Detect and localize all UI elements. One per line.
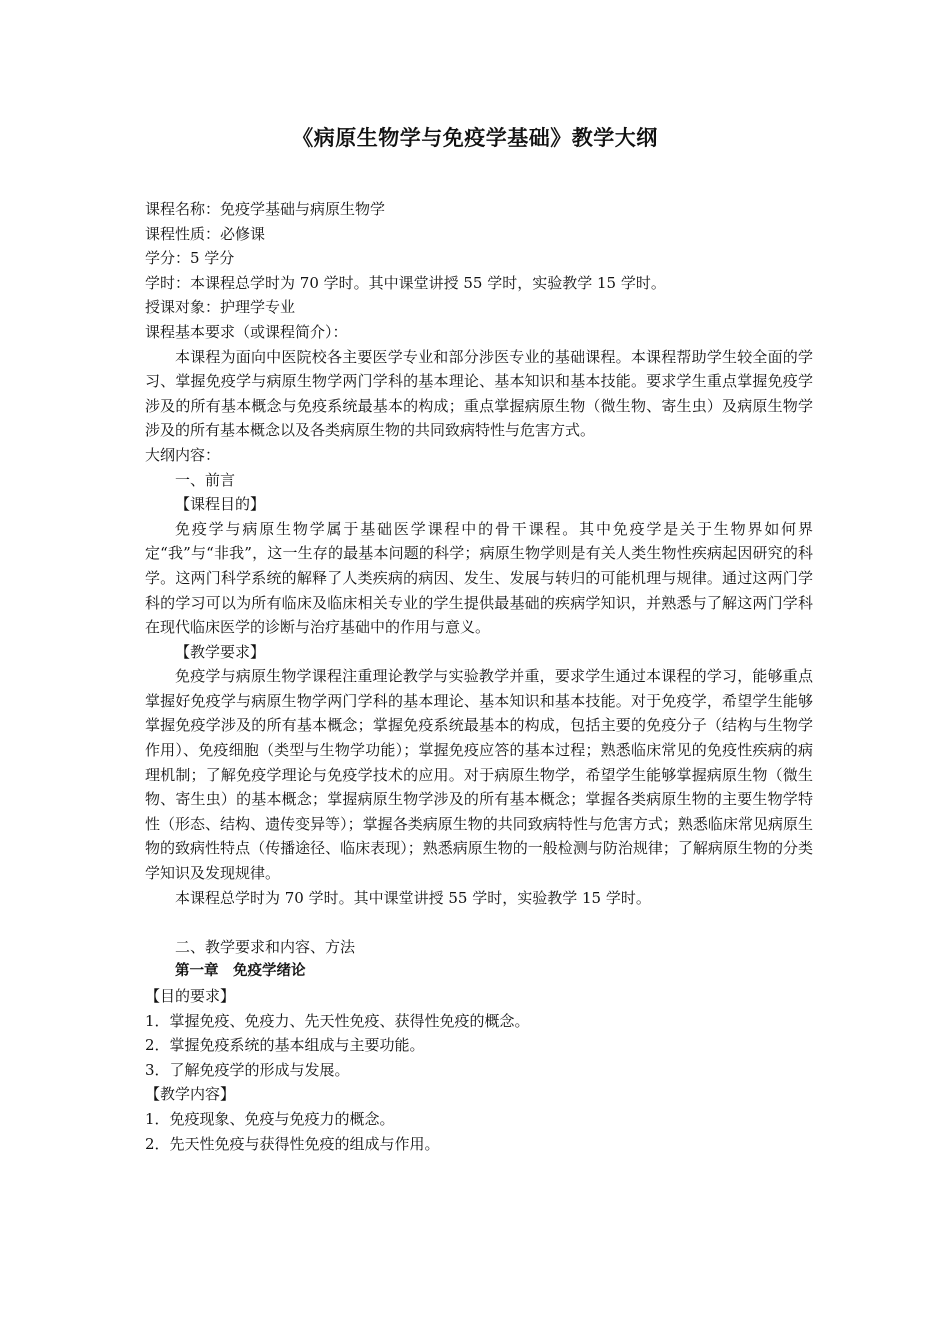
document-body <box>145 197 813 1156</box>
content-item: 2．先天性免疫与获得性免疫的组成与作用。 <box>145 1134 440 1153</box>
goal-item: 2．掌握免疫系统的基本组成与主要功能。 <box>145 1036 425 1055</box>
content-heading: 【教学内容】 <box>145 1085 236 1104</box>
course-hours: 学时：本课程总学时为 70 学时。其中课堂讲授 55 学时，实验教学 15 学时。 <box>145 273 666 292</box>
content-item: 1．免疫现象、免疫与免疫力的概念。 <box>145 1109 395 1128</box>
course-audience: 授课对象：护理学专业 <box>145 298 296 317</box>
course-name: 课程名称：免疫学基础与病原生物学 <box>145 200 386 218</box>
document-title: 《病原生物学与免疫学基础》教学大纲 <box>292 126 658 150</box>
course-type: 课程性质：必修课 <box>145 224 266 243</box>
outline-heading: 大纲内容： <box>145 445 221 464</box>
teaching-requirements-paragraph: 免疫学与病原生物学课程注重理论教学与实验教学并重，要求学生通过本课程的学习，能够重点掌握好免疫学与病原生物学两门学科的基本理论、基本知识和基本技能。对于免疫学，希望学生能够掌握免疫学涉及的所有基本概念；掌握免疫系统最基本的构成，包括主要的免疫分子（结构与生物学作用）、免疫细胞（类型与生物学功能）；掌握免疫应答的基本过程；熟悉临床常见的免疫性疾病的病理机制；了解免疫学理论与免疫学技术的应用。对于病原生物学，希望学生能够掌握病原生物（微生物、寄生虫）的基本概念；掌握病原生物学涉及的所有基本概念；掌握各类病原生物的主要生物学特性（形态、结构、遗传变异等）；掌握各类病原生物的共同致病特性与危害方式；熟悉临床常见病原生物的致病性特点（传播途径、临床表现）；熟悉病原生物的一般检测与防治规律；了解病原生物的分类学知识及发现规律。 <box>145 667 813 883</box>
course-credits: 学分：5 学分 <box>145 249 235 268</box>
goal-item: 1．掌握免疫、免疫力、先天性免疫、获得性免疫的概念。 <box>145 1011 530 1030</box>
purpose-heading: 【课程目的】 <box>175 495 266 514</box>
purpose-paragraph: 免疫学与病原生物学属于基础医学课程中的骨干课程。其中免疫学是关于生物界如何界定“我”与“非我”，这一生存的最基本问题的科学；病原生物学则是有关人类生物性疾病起因研究的科学。这两门科学系统的解释了人类疾病的病因、发生、发展与转归的可能机理与规律。通过这两门学科的学习可以为所有临床及临床相关专业的学生提供最基础的疾病学知识，并熟悉与了解这两门学科在现代临床医学的诊断与治疗基础中的作用与意义。 <box>145 519 813 637</box>
section-1-heading: 一、前言 <box>175 470 236 489</box>
teaching-requirements-heading: 【教学要求】 <box>175 642 266 661</box>
intro-paragraph: 本课程为面向中医院校各主要医学专业和部分涉医专业的基础课程。本课程帮助学生较全面的学习、掌握免疫学与病原生物学两门学科的基本理论、基本知识和基本技能。要求学生重点掌握免疫学涉及的所有基本概念与免疫系统最基本的构成；重点掌握病原生物（微生物、寄生虫）及病原生物学涉及的所有基本概念以及各类病原生物的共同致病特性与危害方式。 <box>145 347 813 440</box>
chapter-title: 第一章 免疫学绪论 <box>175 963 306 980</box>
section-2-heading: 二、教学要求和内容、方法 <box>175 937 356 956</box>
total-hours-paragraph: 本课程总学时为 70 学时。其中课堂讲授 55 学时，实验教学 15 学时。 <box>175 888 651 907</box>
requirements-heading: 课程基本要求（或课程简介）： <box>145 322 348 341</box>
goals-heading: 【目的要求】 <box>145 987 236 1005</box>
goal-item: 3．了解免疫学的形成与发展。 <box>145 1060 350 1079</box>
blank-line <box>145 910 813 935</box>
